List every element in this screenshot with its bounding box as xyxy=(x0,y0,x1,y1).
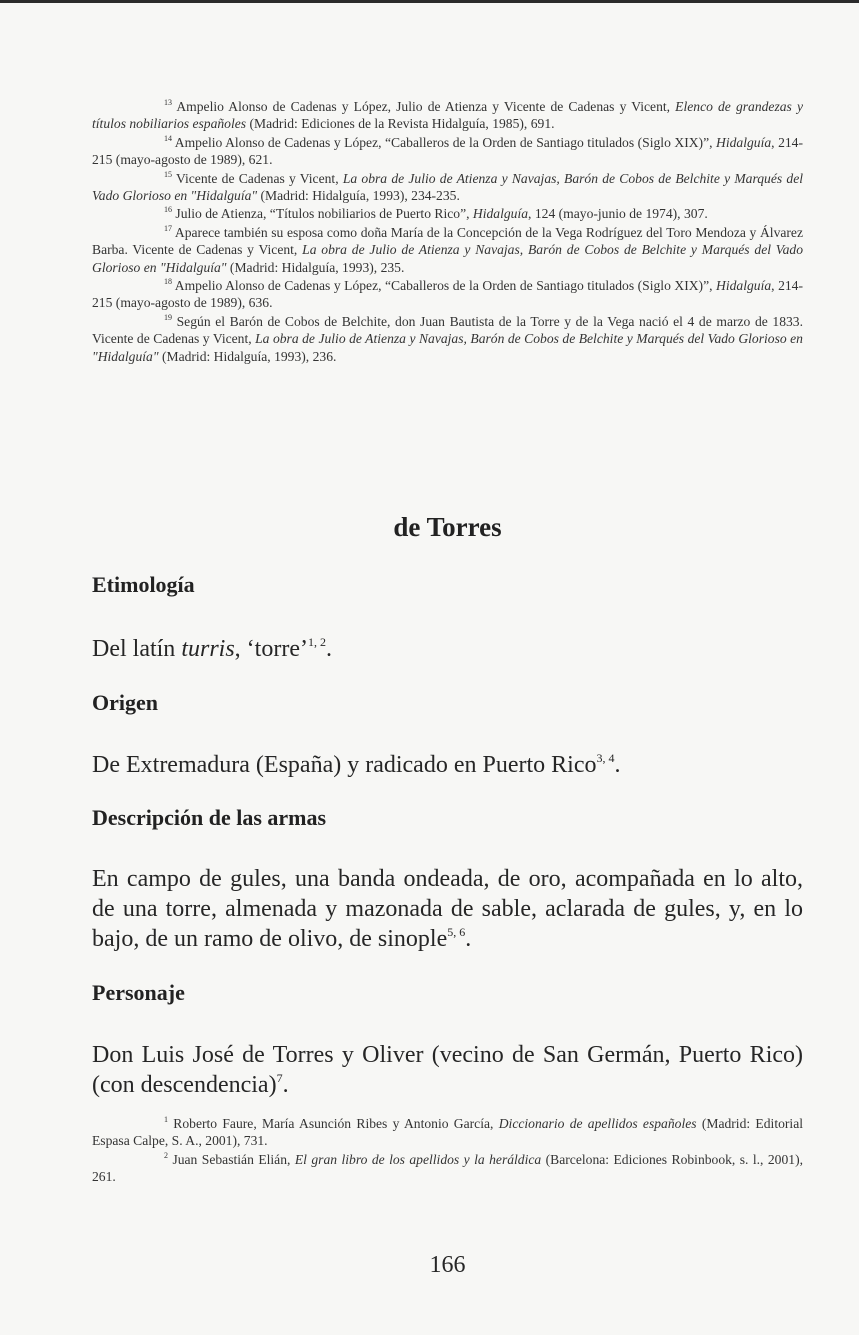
footnote-text: Roberto Faure, María Asunción Ribes y Antonio García, xyxy=(173,1116,499,1131)
footnote xyxy=(92,313,803,365)
footnote-mark: 16 xyxy=(164,205,172,215)
footnote-title: El gran libro de los apellidos y la heráldica xyxy=(294,1151,542,1167)
footnote xyxy=(92,205,803,222)
footnote-text: , 214-215 (mayo-agosto de 1989), 636. xyxy=(92,278,804,311)
origen-text: De Extremadura (España) y radicado en Puerto Rico xyxy=(92,752,597,778)
footnote-text: (Madrid: Hidalguía, 1993), 235. xyxy=(226,259,405,275)
footnote-mark: 13 xyxy=(164,98,172,107)
footnote-title: La obra de Julio de Atienza y Navajas, Barón de Cobos de Belchite y Marqués del Vado Glorioso en "Hidalguía" xyxy=(92,170,804,204)
footnote-mark: 18 xyxy=(164,277,172,287)
footnotes-top xyxy=(92,98,803,366)
etimologia-latin-word: turris xyxy=(181,636,235,662)
footnote-mark: 19 xyxy=(164,312,172,322)
page-title: de Torres xyxy=(393,512,502,542)
paragraph-personaje xyxy=(92,1040,803,1100)
footnote-mark: 14 xyxy=(164,133,172,143)
footnote-text: Vicente de Cadenas y Vicent, xyxy=(175,170,343,186)
etimologia-text-after: , ‘torre’ xyxy=(234,636,308,662)
footnote xyxy=(92,224,803,276)
footnote-title: La obra de Julio de Atienza y Navajas, Barón de Cobos de Belchite y Marqués del Vado Glorioso en "Hidalguía" xyxy=(92,242,803,275)
page-top-rule xyxy=(0,0,859,3)
footnote xyxy=(92,1115,803,1150)
footnote xyxy=(92,98,803,133)
etimologia-end: . xyxy=(325,636,332,662)
footnote-text: Ampelio Alonso de Cadenas y López, Julio de Atienza y Vicente de Cadenas y Vicent, xyxy=(176,99,676,114)
footnote-title: Hidalguía xyxy=(716,278,772,294)
footnote xyxy=(92,1151,803,1186)
footnote-text: , 214-215 (mayo-agosto de 1989), 621. xyxy=(92,134,804,168)
personaje-text: Don Luis José de Torres y Oliver (vecino de San Germán, Puerto Rico) (con descendencia) xyxy=(92,1042,803,1098)
paragraph-armas xyxy=(92,864,803,954)
footnote xyxy=(92,134,803,169)
footnote-text: , 124 (mayo-junio de 1974), 307. xyxy=(528,206,708,222)
footnote-mark: 2 xyxy=(164,1150,168,1160)
personaje-end: . xyxy=(282,1072,289,1098)
heading-etimologia: Etimología xyxy=(92,572,195,597)
footnote-ref: 1, 2 xyxy=(307,635,326,649)
footnote-ref: 3, 4 xyxy=(596,751,615,765)
origen-end: . xyxy=(614,752,621,778)
footnote-text: (Madrid: Hidalguía, 1993), 234-235. xyxy=(257,188,460,204)
footnote-text: Según el Barón de Cobos de Belchite, don Juan Bautista de la Torre y de la Vega nació el 4 de marzo de 1833. Vicente de Cadenas y Vicent, xyxy=(92,313,803,347)
footnote-text: Ampelio Alonso de Cadenas y López, “Caballeros de la Orden de Santiago titulados (Siglo XIX)”, xyxy=(174,278,717,294)
footnote-ref: 7 xyxy=(276,1071,283,1085)
armas-text: En campo de gules, una banda ondeada, de oro, acompañada en lo alto, de una torre, almenada y mazonada de sable, aclarada de gules, y, en lo bajo, de un ramo de olivo, de sinople xyxy=(92,866,803,952)
footnote-mark: 1 xyxy=(164,1115,168,1124)
footnote-text: (Madrid: Ediciones de la Revista Hidalguía, 1985), 691. xyxy=(246,116,555,132)
footnote-text: (Barcelona: Ediciones Robinbook, s. l., 2001), 261. xyxy=(92,1151,803,1185)
footnote-mark: 15 xyxy=(164,169,172,179)
footnote-title: Hidalguía xyxy=(716,134,772,150)
footnotes-bottom xyxy=(92,1115,803,1187)
footnote-text: Aparece también su esposa como doña María de la Concepción de la Vega Rodríguez del Toro Mendoza y Álvarez Barba. Vicente de Cadenas y Vicent, xyxy=(92,224,804,258)
footnote-text: Ampelio Alonso de Cadenas y López, “Caballeros de la Orden de Santiago titulados (Siglo XIX)”, xyxy=(174,134,717,150)
page-number: 166 xyxy=(429,1252,466,1278)
armas-end: . xyxy=(465,926,472,952)
footnote-text: (Madrid: Editorial Espasa Calpe, S. A., 2001), 731. xyxy=(92,1116,804,1149)
footnote-title: Elenco de grandezas y títulos nobiliarios españoles xyxy=(92,99,803,132)
paragraph-etimologia xyxy=(92,634,803,664)
heading-armas: Descripción de las armas xyxy=(92,805,327,830)
footnote-title: La obra de Julio de Atienza y Navajas, Barón de Cobos de Belchite y Marqués del Vado Glorioso en "Hidalguía" xyxy=(92,331,803,364)
footnote-text: Julio de Atienza, “Títulos nobiliarios de Puerto Rico”, xyxy=(175,206,473,222)
footnote xyxy=(92,277,803,312)
footnote-text: Juan Sebastián Elián, xyxy=(172,1151,295,1167)
footnote-text: (Madrid: Hidalguía, 1993), 236. xyxy=(158,348,337,364)
footnote-ref: 5, 6 xyxy=(447,925,466,939)
heading-personaje: Personaje xyxy=(92,980,185,1005)
footnote-mark: 17 xyxy=(164,223,172,233)
etimologia-text-before: Del latín xyxy=(92,636,182,662)
heading-origen: Origen xyxy=(92,690,158,715)
footnote-title: Diccionario de apellidos españoles xyxy=(498,1116,697,1131)
paragraph-origen xyxy=(92,750,803,780)
footnote-title: Hidalguía xyxy=(472,206,529,222)
footnote xyxy=(92,170,803,205)
